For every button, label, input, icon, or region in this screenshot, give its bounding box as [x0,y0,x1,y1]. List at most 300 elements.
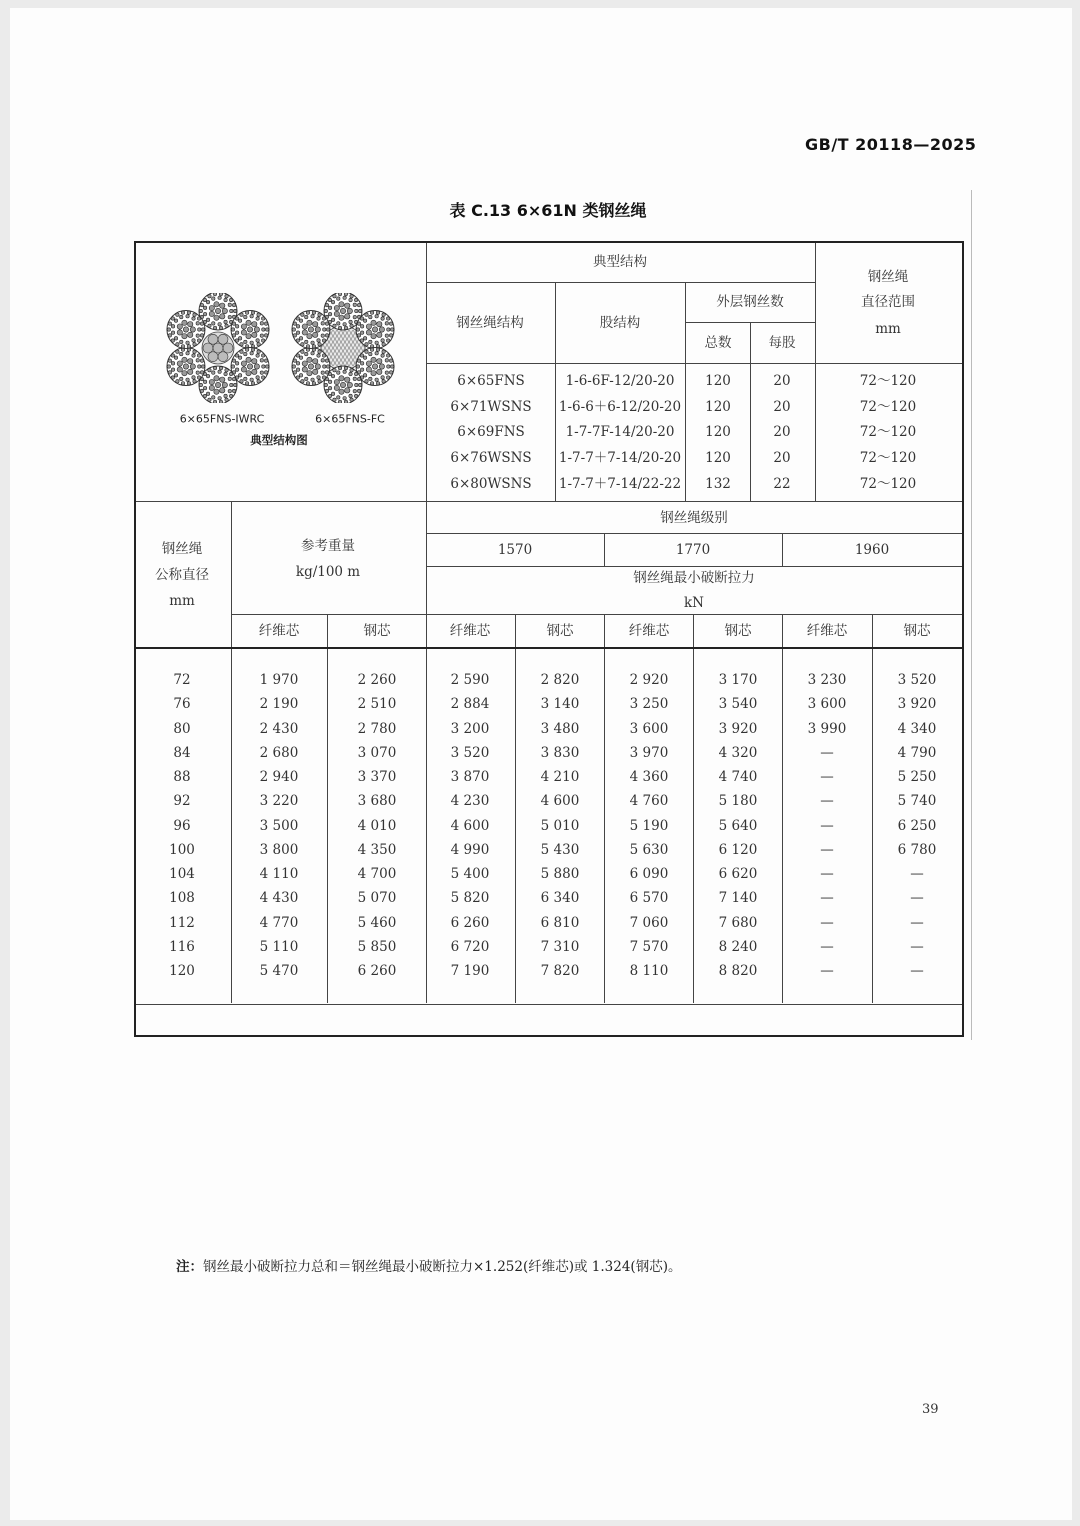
row-diameter: 116 [169,938,195,955]
table-cell: 6 120 [718,841,758,858]
wire [324,309,327,312]
structure-rope: 6×69FNS [457,424,525,440]
wire [235,362,238,365]
wire [224,372,227,375]
wire [296,354,299,357]
table-cell: 6 250 [897,817,937,834]
table-cell: 5 070 [357,890,397,907]
wire [238,356,241,359]
table-cell: 5 820 [450,890,490,907]
wire [256,376,259,379]
wire [376,382,379,385]
wire [360,317,363,320]
wire [371,357,376,362]
table-cell: — [820,744,834,761]
wire [366,330,371,335]
table-rule [426,363,962,364]
wire [328,306,331,309]
wire [229,394,232,397]
wire [377,358,382,363]
table-cell: 4 010 [357,817,397,834]
wire [317,354,320,357]
wire [264,322,267,325]
wire [264,371,267,374]
wire [344,400,347,403]
wire [292,328,295,331]
wire [363,356,366,359]
row-diameter: 76 [173,696,191,713]
figure-label-fc: 6×65FNS-FC [315,412,385,426]
wire [311,352,314,355]
wire [307,371,312,376]
wire [376,348,379,351]
table-cell: — [820,841,834,858]
wire [220,314,225,319]
wire [372,364,377,369]
wire [339,302,344,307]
table-cell: 4 600 [450,817,490,834]
wire [260,359,263,362]
wire [328,298,331,301]
wire [386,317,389,320]
wire [345,314,350,319]
wire [318,380,321,383]
wire [247,327,252,332]
structure-per-strand: 20 [773,399,791,415]
table-cell: 3 520 [897,672,937,688]
table-cell: 4 230 [450,793,490,810]
wire [208,368,211,371]
table-cell: 7 820 [540,963,580,979]
wire [306,311,309,314]
header-rope-structure: 钢丝绳结构 [456,315,524,331]
wire [340,382,345,387]
wire [365,350,368,353]
wire [213,326,216,329]
core-strand [208,352,218,362]
table-rule [782,533,783,566]
row-diameter: 108 [169,890,195,907]
wire [390,328,393,331]
table-rule [782,614,783,1003]
table-cell: 7 680 [718,914,758,931]
wire [212,396,215,399]
wire [356,328,359,331]
wire [337,396,340,399]
table-cell: 6 260 [450,914,490,931]
wire [174,356,177,359]
table-cell: 4 360 [629,769,669,785]
wire [326,365,329,368]
wire [301,313,304,316]
table-cell: 6 810 [540,914,580,931]
table-rule [685,283,686,501]
wire [337,297,340,300]
wire [313,369,318,374]
table-cell: 6 620 [718,866,758,882]
table-cell: 3 830 [540,744,580,761]
header-fiber-core: 纤维芯 [806,623,848,639]
wire [360,354,363,357]
wire [238,374,241,377]
wire [235,354,238,357]
standard-code: GB/T 20118—2025 [805,135,977,154]
wire [389,334,392,337]
wire [371,334,376,339]
wire [171,362,174,365]
wire [198,328,201,331]
wire [183,327,188,332]
table-cell: 2 510 [357,696,397,713]
wire [228,303,231,306]
row-diameter: 112 [169,914,195,931]
wire [307,357,312,362]
wire [305,377,308,380]
table-cell: — [820,890,834,907]
wire [260,334,263,337]
row-diameter: 72 [173,672,191,688]
wire [302,361,307,366]
wire [296,331,299,334]
wire [171,354,174,357]
table-cell: 2 260 [357,672,397,688]
wire [199,383,202,386]
wire [167,328,170,331]
table-rule [555,283,556,501]
wire [301,343,304,346]
wire [174,319,177,322]
wire [213,293,216,296]
wire [331,392,334,395]
table-cell: 5 180 [718,793,758,810]
wire [250,315,253,318]
wire [222,308,227,313]
table-cell: 3 920 [897,696,937,713]
wire [171,368,174,371]
wire [196,334,199,337]
wire [382,350,385,353]
header-breaking-force-unit: kN [684,595,704,611]
wire [177,330,182,335]
wire [313,321,318,326]
wire [363,374,366,377]
wire [218,370,221,373]
wire [296,339,299,342]
wire [354,372,357,375]
wire [296,325,299,328]
wire [257,313,260,316]
structure-strand: 1-6-6＋6-12/20-20 [558,399,682,415]
table-cell: 3 970 [629,744,669,761]
table-rule [231,614,962,615]
wire [337,371,340,374]
row-diameter: 92 [173,793,191,810]
wire [213,366,216,369]
wire [390,365,393,368]
wire [296,368,299,371]
wire [252,369,257,374]
wire [206,318,209,321]
table-cell: — [820,769,834,785]
table-cell: 4 600 [540,793,580,810]
row-diameter: 84 [173,744,191,761]
wire [186,378,189,381]
wire [192,354,195,357]
table-cell: 8 240 [718,938,758,955]
wire [224,298,227,301]
wire [344,293,347,296]
wire [321,359,324,362]
wire [301,350,304,353]
table-cell: — [820,866,834,882]
wire [311,315,314,318]
wire [238,319,241,322]
header-total: 总数 [704,335,732,351]
wire [208,294,211,297]
wire [337,322,340,325]
row-diameter: 96 [173,817,191,834]
header-diameter-range-2: 直径范围 [861,294,915,310]
structure-total: 120 [705,424,731,440]
header-bottom-rule [136,647,962,649]
wire [358,309,361,312]
wire [200,389,203,392]
header-nominal-diameter-2: 公称直径 [155,567,209,583]
table-cell: 4 320 [718,744,758,761]
wire [293,359,296,362]
wire [382,343,385,346]
table-cell: 2 820 [540,672,580,688]
wire [228,315,231,318]
table-cell: 5 850 [357,938,397,955]
table-title: 表 C.13 6×61N 类钢丝绳 [449,201,647,220]
wire [193,313,196,316]
wire [192,376,195,379]
wire [187,382,190,385]
wire [196,322,199,325]
wire [331,318,334,321]
wire [224,320,227,323]
header-grade: 钢丝绳级别 [660,510,728,526]
wire [215,382,220,387]
header-fiber-core: 纤维芯 [628,623,670,639]
structure-total: 120 [705,450,731,466]
wire [355,383,358,386]
wire [381,339,384,342]
wire [382,380,385,383]
table-cell: 3 990 [807,720,847,737]
table-cell: 5 460 [357,914,397,931]
wire [357,389,360,392]
wire [209,305,214,310]
core-strand [218,352,228,362]
wire [265,328,268,331]
wire [262,328,265,331]
table-cell: 6 780 [897,841,937,858]
wire [333,324,336,327]
wire [349,298,352,301]
header-grade-value: 1770 [675,542,711,558]
wire [241,367,246,372]
wire [176,350,179,353]
wire [188,321,193,326]
wire [252,358,257,363]
wire [323,328,326,331]
table-cell: — [910,914,924,931]
wire [232,359,235,362]
table-rule [685,322,815,323]
wire [350,324,353,327]
wire [233,309,236,312]
wire [308,364,313,369]
wire [265,365,268,368]
wire [306,345,309,348]
wire [208,324,211,327]
wire [200,303,203,306]
wire [386,339,389,342]
wire [245,348,248,351]
table-cell: 6 090 [629,866,669,882]
wire [215,308,220,313]
header-grade-value: 1960 [854,542,890,558]
wire [209,385,214,390]
wire [322,354,325,357]
wire [315,364,320,369]
table-cell: — [820,938,834,955]
wire [389,359,392,362]
wire [225,294,228,297]
wire [322,339,325,342]
table-cell: 8 110 [629,963,669,979]
wire [339,389,344,394]
header-diameter-range: 钢丝绳 [867,269,909,285]
wire [212,322,215,325]
wire [229,298,232,301]
wire [214,376,219,381]
wire [244,315,247,318]
structure-rope: 6×80WSNS [450,476,532,492]
wire [334,385,339,390]
wire [343,370,346,373]
wire [246,334,251,339]
table-cell: 8 820 [718,963,758,979]
wire [305,352,308,355]
wire [190,327,195,332]
table-cell: 6 570 [629,890,669,907]
header-weight: 参考重量 [301,538,355,554]
wire [201,328,204,331]
note-rule [136,1004,962,1005]
table-rule [815,243,816,501]
wire [260,322,263,325]
wire [256,354,259,357]
wire [206,392,209,395]
wire [232,334,235,337]
wire [214,389,219,394]
wire [355,309,358,312]
wire [235,368,238,371]
wire [349,320,352,323]
wire [371,320,376,325]
wire [375,315,378,318]
wire [233,383,236,386]
wire [235,331,238,334]
core-strand [223,343,233,353]
table-cell: — [820,817,834,834]
structure-total: 132 [705,476,731,492]
wire [177,361,182,366]
wire [232,389,235,392]
structure-rope: 6×65FNS [457,373,525,389]
wire [231,365,234,368]
table-cell: — [820,963,834,979]
table-cell: 7 190 [450,963,490,979]
header-steel-core: 钢芯 [903,623,931,639]
wire [366,367,371,372]
wire [385,322,388,325]
wire [219,400,222,403]
wire [261,339,264,342]
wire [317,376,320,379]
wire [299,319,302,322]
wire [232,322,235,325]
wire [193,350,196,353]
row-diameter: 80 [173,720,191,737]
wire [254,364,259,369]
wire [347,382,352,387]
wire [366,361,371,366]
wire [240,313,243,316]
wire [193,343,196,346]
wire [209,311,214,316]
table-cell: 7 310 [540,938,580,955]
table-rule [426,533,962,534]
wire [247,364,252,369]
wire [245,382,248,385]
header-outer-wires: 外层钢丝数 [716,294,784,310]
wire [369,352,372,355]
header-steel-core: 钢芯 [546,623,574,639]
table-cell: 2 430 [259,720,299,737]
wire [251,348,254,351]
wire [201,365,204,368]
wire [193,380,196,383]
wire [203,306,206,309]
table-cell: 3 500 [259,817,299,834]
wire [235,325,238,328]
wire [168,359,171,362]
header-grade-value: 1570 [497,542,533,558]
wire [293,371,296,374]
wire [264,334,267,337]
structure-per-strand: 20 [773,450,791,466]
wire [353,377,356,380]
table-cell: 4 990 [450,841,490,858]
structure-strand: 1-7-7＋7-14/22-22 [558,476,682,492]
wire [246,371,251,376]
wire [360,368,363,371]
wire [387,365,390,368]
table-cell: 1 970 [259,672,299,688]
wire [245,311,248,314]
wire [241,361,246,366]
wire [312,311,315,314]
wire [252,332,257,337]
wire [192,339,195,342]
table-cell: 3 070 [357,744,397,761]
wire [386,354,389,357]
row-diameter: 120 [169,963,195,979]
